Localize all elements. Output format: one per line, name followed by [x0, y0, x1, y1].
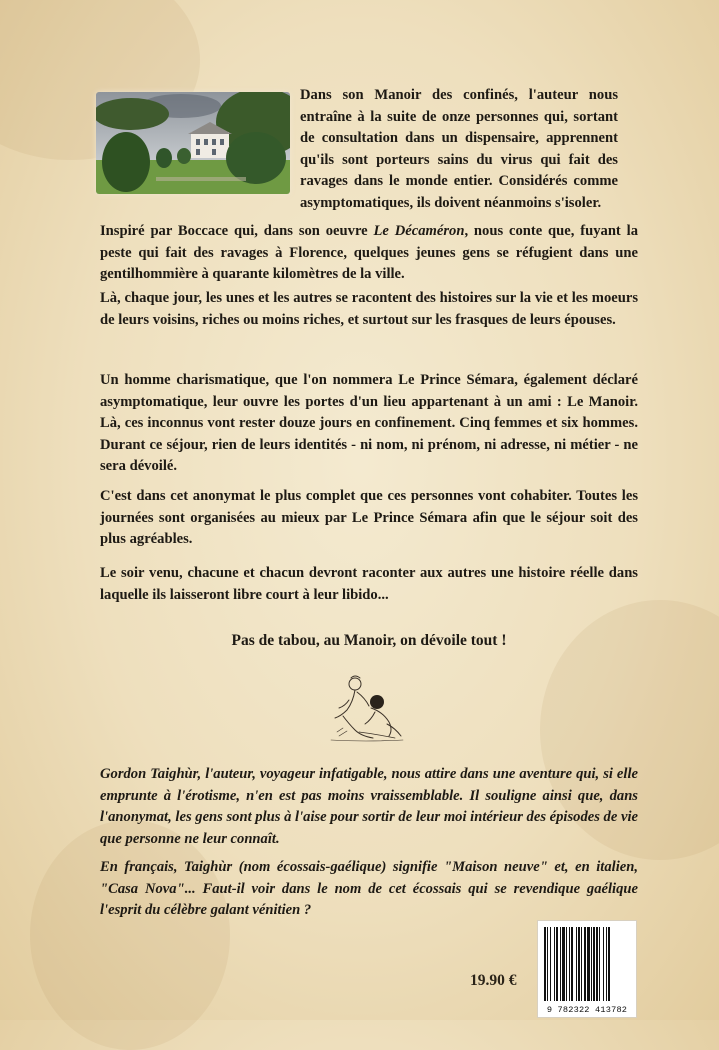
boccaccio-paragraph: [100, 221, 638, 286]
couple-sketch: [325, 672, 407, 744]
manor-photo: [96, 92, 290, 194]
anonymity-paragraph: C'est dans cet anonymat le plus complet que ces personnes vont cohabiter. Toutes les journées sont organisées au mieux par Le Prince Sémara afin que le séjour soit des plus agréables.: [100, 488, 638, 548]
isbn-number: 9 782322 413782: [546, 1005, 628, 1015]
boccaccio-text-start: Inspiré par Boccace qui, dans son oeuvre: [100, 223, 374, 239]
name-origin-note: En français, Taighùr (nom écossais-gaélique) signifie "Maison neuve" et, en italien, "Casa Nova"... Faut-il voir dans le nom de cet écossais qui se revendique gaélique l'esprit du célèbre galant vénitien ?: [100, 859, 638, 919]
author-bio: Gordon Taighùr, l'auteur, voyageur infatigable, nous attire dans une aventure qui, si elle emprunte à l'érotisme, n'en est pas moins vraissemblable. Il souligne ainsi que, dans l'anonymat, les gens sont plus à l'aise pour sortir de leur moi intérieur des épisodes de vie que personne ne leur connaît.: [100, 766, 638, 847]
evening-paragraph: Le soir venu, chacune et chacun devront raconter aux autres une histoire réelle dans laquelle ils laisseront libre court à leur libido...: [100, 565, 638, 603]
prince-paragraph: Un homme charismatique, que l'on nommera Le Prince Sémara, également déclaré asymptomatique, leur ouvre les portes d'un lieu appartenant à un ami : Le Manoir. Là, ces inconnus vont rester douze jours en confinement. Cinq femmes et six hommes. Durant ce séjour, rien de leurs identités - ni nom, ni prénom, ni adresse, ni métier - ne sera dévoilé.: [100, 372, 638, 475]
paper-stain: [30, 820, 230, 1050]
intro-paragraph: Dans son Manoir des confinés, l'auteur nous entraîne à la suite de onze personnes qui, sortant de consultation dans un dispensaire, apprennent qu'ils sont porteurs sains du virus qui fait des ravages dans le monde entier. Considérés comme asymptomatiques, ils doivent néanmoins s'isoler.: [300, 87, 618, 211]
barcode-bars: [544, 927, 630, 1001]
decameron-title: Le Décaméron: [373, 223, 465, 239]
stories-paragraph: Là, chaque jour, les unes et les autres se racontent des histoires sur la vie et les moeurs de leurs voisins, riches ou moins riches, et surtout sur les frasques de leurs épouses.: [100, 290, 638, 328]
boccaccio-text-end: , nous conte que, fuyant la peste qui fait des ravages à Florence, quelques jeunes gens se réfugient dans une gentilhommière à quarante kilomètres de la ville.: [100, 223, 638, 283]
price: 19.90 €: [470, 972, 517, 989]
tagline: Pas de tabou, au Manoir, on dévoile tout !: [231, 632, 507, 649]
isbn-barcode: [537, 920, 637, 1018]
